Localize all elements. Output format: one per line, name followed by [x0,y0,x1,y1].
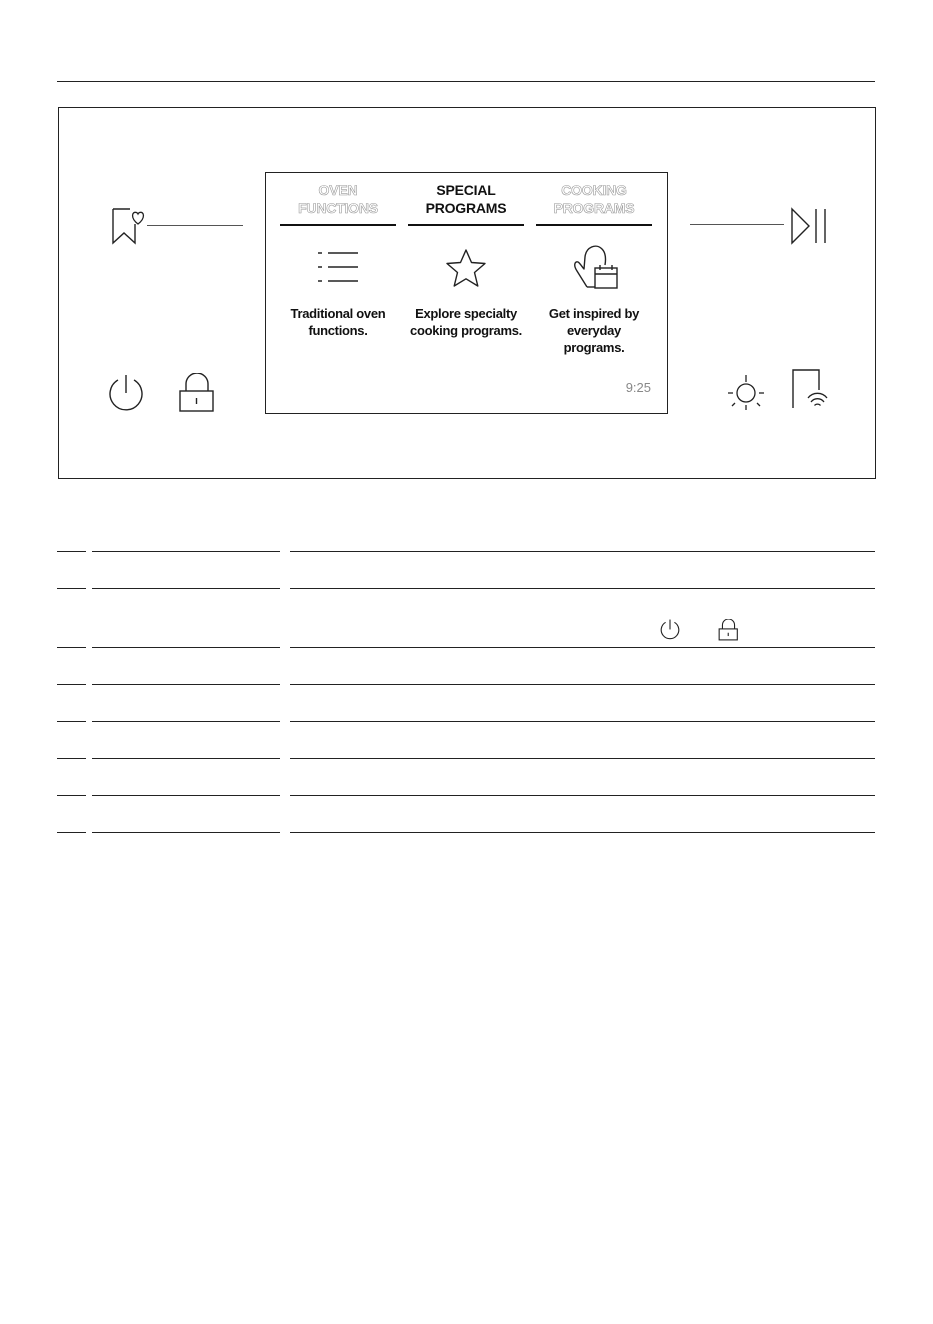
tab-label-line2: FUNCTIONS [298,200,378,216]
tab-special-programs[interactable] [408,181,524,217]
oven-mitt-calendar-icon[interactable] [569,241,621,293]
tab-underline-oven-functions [280,224,396,226]
lock-icon [718,619,739,641]
table-rule [92,684,280,685]
table-rule [290,758,875,759]
power-icon[interactable] [106,374,146,414]
tile-description-special-programs: Explore specialty cooking programs. [410,306,522,338]
tab-underline-cooking-programs [536,224,652,226]
tab-label-line1: OVEN [318,182,358,198]
tab-underline-special-programs [408,224,524,226]
table-rule [92,588,280,589]
favorites-icon[interactable] [108,206,148,246]
wifi-remote-icon[interactable] [790,368,830,410]
table-rule [290,647,875,648]
tab-label-line1: COOKING [561,182,627,198]
light-icon[interactable] [727,374,765,412]
list-icon[interactable] [316,250,360,284]
table-rule [57,721,86,722]
lock-icon[interactable] [178,373,216,413]
table-rule [290,832,875,833]
leader-line-favorites [147,225,243,226]
tile-description-oven-functions: Traditional oven functions. [290,306,386,338]
table-rule [290,684,875,685]
tab-label-line2: PROGRAMS [553,200,635,216]
table-rule [57,832,86,833]
star-icon[interactable] [444,247,488,289]
table-rule [290,551,875,552]
table-rule [290,795,875,796]
table-rule [57,758,86,759]
tile-description-cooking-programs: Get inspired by everyday programs. [548,306,640,355]
table-rule [92,647,280,648]
header-rule [57,81,875,82]
table-rule [57,795,86,796]
oven-display-screen [265,172,668,414]
tab-label-line2: PROGRAMS [425,200,507,216]
table-rule [290,721,875,722]
power-icon [659,619,681,641]
table-rule [92,795,280,796]
play-pause-icon[interactable] [789,207,829,245]
table-rule [57,647,86,648]
clock-time: 9:25 [625,380,651,395]
table-rule [92,551,280,552]
table-rule [92,832,280,833]
tab-label-line1: SPECIAL [436,182,496,198]
table-rule [57,684,86,685]
table-rule [57,588,86,589]
leader-line-play-pause [690,224,784,225]
table-rule [92,758,280,759]
table-rule [92,721,280,722]
tab-oven-functions[interactable] [280,181,396,217]
tab-cooking-programs[interactable] [536,181,652,217]
table-rule [57,551,86,552]
table-rule [290,588,875,589]
